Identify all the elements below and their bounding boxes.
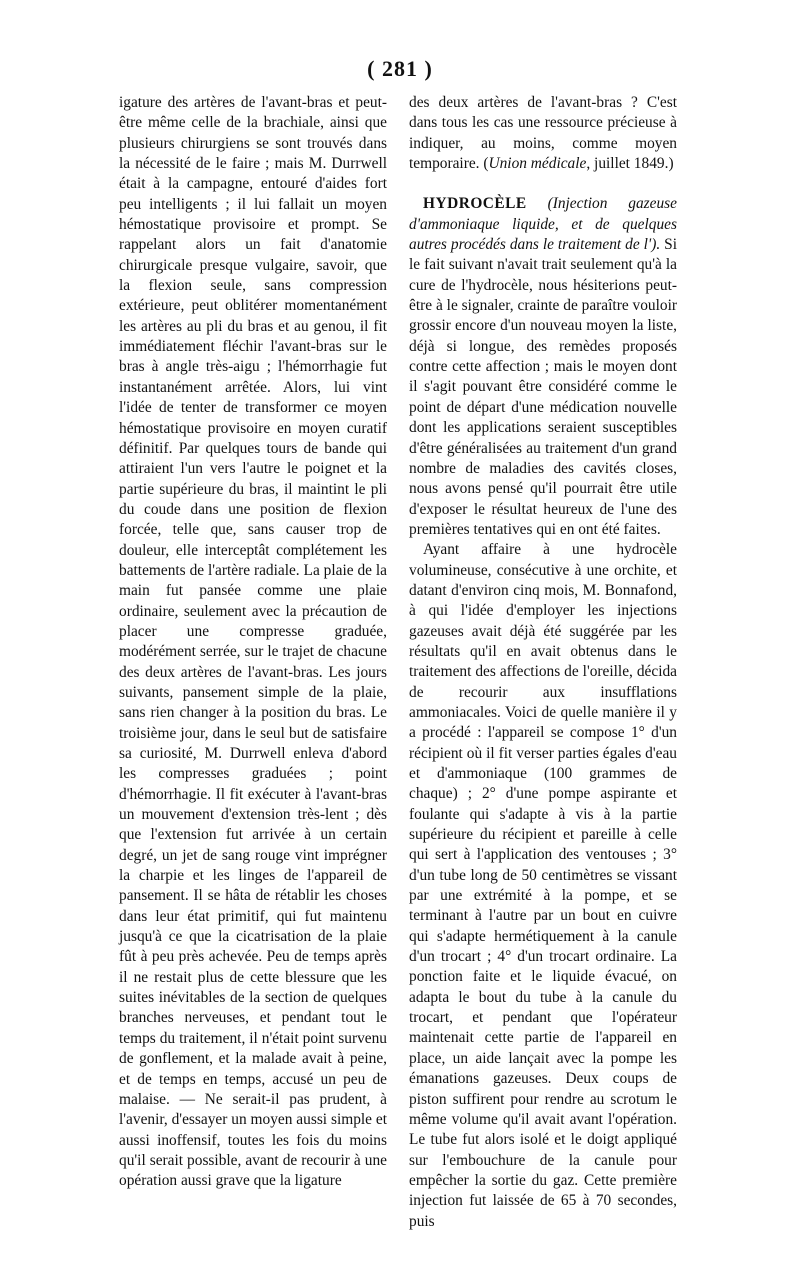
right-paragraph-2: Si le fait suivant n'avait trait seulement qu'à la cure de l'hydrocèle, nous hésiterions peut-être à le signaler, crainte de paraître vouloir grossir encore d'un nouveau moyen la liste, déjà si longue, des remèdes proposés contre cette affection ; mais le moyen dont il s'agit pouvant être considéré comme le point de départ d'une médication nouvelle dont les applications seraient susceptibles d'être généralisées au traitement d'un grand nombre de maladies des cavités closes, nous avons pensé qu'il pourrait être utile d'exposer le résultat heureux de l'une des premières tentatives qui en ont été faites.	[409, 236, 677, 538]
right-column	[409, 93, 677, 1232]
section-heading: HYDROCÈLE	[423, 195, 527, 213]
right-paragraph-1	[409, 93, 677, 174]
section-subtitle: (Injection gazeuse d'ammoniaque liquide, et de quelques autres procédés dans le traitement de l').	[409, 195, 677, 254]
source-citation: Union médicale	[488, 155, 587, 173]
hydrocele-section	[409, 194, 677, 540]
source-date: , juillet 1849.)	[586, 155, 674, 173]
right-paragraph-3: Ayant affaire à une hydrocèle volumineuse, consécutive à une orchite, et datant d'environ cinq mois, M. Bonnafond, à qui l'idée d'employer les injections gazeuses avait déjà été suggérée par les résultats qu'il en avait obtenus dans le traitement des affections de l'oreille, décida de recourir aux insufflations ammoniacales. Voici de quelle manière il y a procédé : l'appareil se compose 1° d'un récipient où il fit verser parties égales d'eau et d'ammoniaque (100 grammes de chaque) ; 2° d'une pompe aspirante et foulante qui s'adapte à vis à la partie supérieure du récipient et pareille à celle qui sert à l'application des ventouses ; 3° d'un tube long de 50 centimètres se vissant par une extrémité à la pompe, et se terminant à l'autre par un bout en cuivre qui s'adapte hermétiquement à la canule d'un trocart ; 4° d'un trocart ordinaire. La ponction faite et le liquide évacué, on adapta le bout du tube à la canule du trocart, et pendant que l'opérateur maintenait cette partie de l'appareil en place, un aide lançait avec la pompe les émanations gazeuses. Deux coups de piston suffirent pour rendre au scrotum le même volume qu'il avait avant l'opération. Le tube fut alors isolé et le doigt appliqué sur l'embouchure de la canule pour empêcher la sortie du gaz. Cette première injection fut laissée de 65 à 70 secondes, puis	[409, 541, 677, 1230]
right-paragraph-1-text: des deux artères de l'avant-bras ? C'est dans tous les cas une ressource précieuse à indiquer, au moins, comme moyen temporaire. (	[409, 94, 677, 173]
left-column	[119, 93, 387, 1192]
left-paragraph-1: igature des artères de l'avant-bras et peut-être même celle de la brachiale, ainsi que plusieurs chirurgiens se sont trouvés dans la nécessité de le faire ; mais M. Durrwell était à la campagne, entouré d'aides fort peu intelligents ; il lui fallait un moyen hémostatique provisoire et prompt. Se rappelant alors un fait d'anatomie chirurgicale presque vulgaire, savoir, que la flexion seule, sans compression extérieure, peut oblitérer momentanément les artères au pli du bras et au genou, il fit immédiatement fléchir l'avant-bras sur le bras à angle très-aigu ; l'hémorrhagie fut instantanément arrêtée. Alors, lui vint l'idée de tenter de transformer ce moyen hémostatique provisoire en moyen curatif définitif. Par quelques tours de bande qui attiraient l'un vers l'autre le poignet et la partie supérieure du bras, il maintint le pli du coude dans une position de flexion forcée, telle que, sans causer trop de douleur, elle interceptât complétement les battements de l'artère radiale. La plaie de la main fut pansée comme une plaie ordinaire, seulement avec la précaution de placer une compresse graduée, modérément serrée, sur le trajet de chacune des deux artères de l'avant-bras. Les jours suivants, pansement simple de la plaie, sans rien changer à la position du bras. Le troisième jour, dans le seul but de satisfaire sa curiosité, M. Durrwell enleva d'abord les compresses graduées ; point d'hémorrhagie. Il fit exécuter à l'avant-bras un mouvement d'extension très-lent ; dès que l'extension fut arrivée à un certain degré, un jet de sang rouge vint imprégner la charpie et les linges de l'appareil de pansement. Il se hâta de rétablir les choses dans leur état primitif, qui fut maintenu jusqu'à ce que la cicatrisation de la plaie fût à peu près achevée. Peu de temps après il ne restait plus de cette blessure que les suites inévitables de la section de quelques branches nerveuses, et pendant tout le temps du traitement, il n'était point survenu de gonflement, et la malade avait à peine, et de temps en temps, accusé un peu de malaise. — Ne serait-il pas prudent, à l'avenir, d'essayer un moyen aussi simple et aussi inoffensif, toutes les fois du moins qu'il serait possible, avant de recourir à une opération aussi grave que la ligature	[119, 94, 387, 1190]
page-number: ( 281 )	[367, 56, 433, 81]
